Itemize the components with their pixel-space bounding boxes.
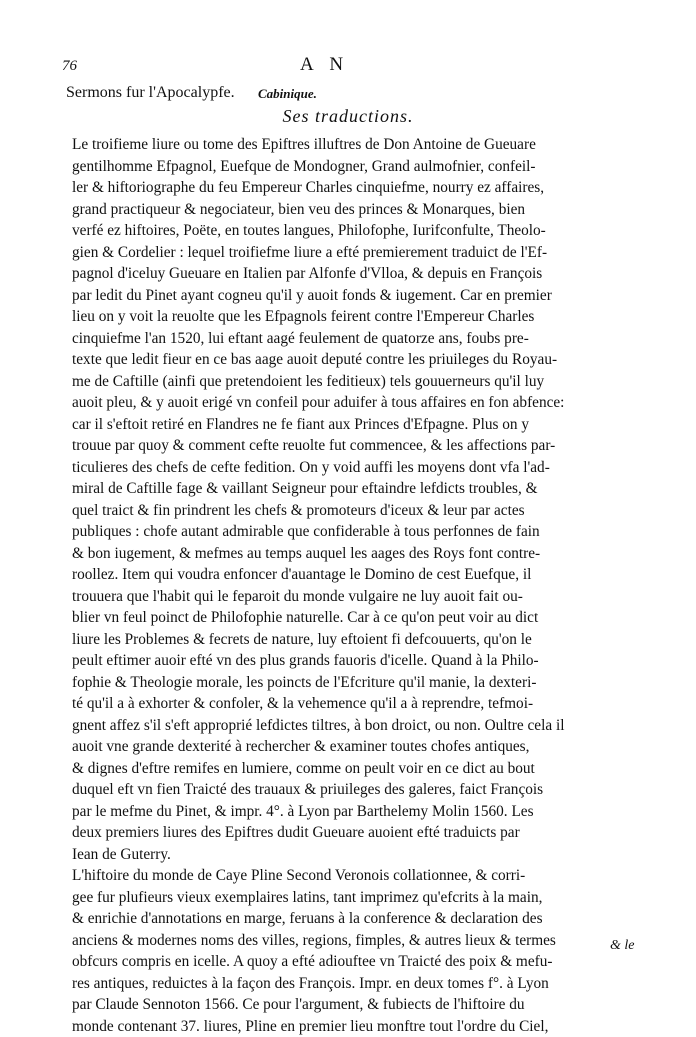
text-line: peult eftimer auoir efté vn des plus grands fauoris d'icelle. Quand à la Philo- xyxy=(72,650,602,672)
text-line: gien & Cordelier : lequel troifiefme liure a efté premierement traduict de l'Ef- xyxy=(72,242,602,264)
text-line: obfcurs compris en icelle. A quoy a efté adiouftee vn Traicté des poix & mefu- xyxy=(72,951,602,973)
text-line: grand practiqueur & negociateur, bien veu des princes & Monarques, bien xyxy=(72,199,602,221)
text-line: me de Caftille (ainfi que pretendoient les feditieux) tels gouuerneurs qu'il luy xyxy=(72,371,602,393)
text-line: auoit pleu, & y auoit erigé vn confeil pour aduifer à tous affaires en fon abfence: xyxy=(72,392,602,414)
text-line: roollez. Item qui voudra enfoncer d'auantage le Domino de cest Euefque, il xyxy=(72,564,602,586)
paragraph xyxy=(72,865,602,1037)
text-line: gee fur plufieurs vieux exemplaires latins, tant imprimez qu'efcrits à la main, xyxy=(72,887,602,909)
section-title: Ses traductions. xyxy=(0,106,696,127)
text-line: Le troifieme liure ou tome des Epiftres illuftres de Don Antoine de Gueuare xyxy=(72,134,602,156)
text-line: gnent affez s'il s'eft approprié lefdictes tiltres, à bon droict, ou non. Oultre cela il xyxy=(72,715,602,737)
catchword: & le xyxy=(610,938,635,954)
text-line: & dignes d'eftre remifes en lumiere, comme on peult voir en ce dict au bout xyxy=(72,758,602,780)
text-line: verfé ez hiftoires, Poëte, en toutes langues, Philofophe, Iurifconfulte, Theolo- xyxy=(72,220,602,242)
text-line: publiques : chofe autant admirable que confiderable à tous perfonnes de fain xyxy=(72,521,602,543)
text-line: trouuera que l'habit qui le feparoit du monde vulgaire ne luy auoit fait ou- xyxy=(72,586,602,608)
text-line: anciens & modernes noms des villes, regions, fimples, & autres lieux & termes xyxy=(72,930,602,952)
text-line: cinquiefme l'an 1520, lui eftant aagé feulement de quatorze ans, foubs pre- xyxy=(72,328,602,350)
text-line: pagnol d'iceluy Gueuare en Italien par Alfonfe d'Vlloa, & depuis en François xyxy=(72,263,602,285)
text-line: blier vn feul poinct de Philofophie naturelle. Car à ce qu'on peut voir au dict xyxy=(72,607,602,629)
text-line: ler & hiftoriographe du feu Empereur Charles cinquiefme, nourry ez affaires, xyxy=(72,177,602,199)
page-number: 76 xyxy=(62,58,77,75)
text-line: quel traict & fin prindrent les chefs & promoteurs d'iceux & leur par actes xyxy=(72,500,602,522)
running-head: A N xyxy=(300,54,349,76)
text-line: ticulieres des chefs de cefte fedition. On y void auffi les moyens dont vfa l'ad- xyxy=(72,457,602,479)
text-line: monde contenant 37. liures, Pline en premier lieu monftre tout l'ordre du Ciel, xyxy=(72,1016,602,1037)
text-line: miral de Caftille fage & vaillant Seigneur pour eftaindre lefdicts troubles, & xyxy=(72,478,602,500)
text-line: duquel eft vn fien Traicté des trauaux & priuileges des galeres, faict François xyxy=(72,779,602,801)
text-line: texte que ledit fieur en ce bas aage auoit deputé contre les priuileges du Royau- xyxy=(72,349,602,371)
text-line: & enrichie d'annotations en marge, feruans à la conference & declaration des xyxy=(72,908,602,930)
text-line: L'hiftoire du monde de Caye Pline Second Veronois collationnee, & corri- xyxy=(72,865,602,887)
text-line: lieu on y voit la reuolte que les Efpagnols feirent contre l'Empereur Charles xyxy=(72,306,602,328)
text-line: deux premiers liures des Epiftres dudit Gueuare auoient efté traduicts par xyxy=(72,822,602,844)
text-line: gentilhomme Efpagnol, Euefque de Mondogner, Grand aulmofnier, confeil- xyxy=(72,156,602,178)
text-line: Iean de Guterry. xyxy=(72,844,602,866)
text-line: té qu'il a à exhorter & confoler, & la vehemence qu'il a à reprendre, tefmoi- xyxy=(72,693,602,715)
body-text xyxy=(72,134,602,1037)
text-line: trouue par quoy & comment cefte reuolte fut commencee, & les affections par- xyxy=(72,435,602,457)
text-line: par ledit du Pinet ayant cogneu qu'il y auoit fonds & iugement. Car en premier xyxy=(72,285,602,307)
text-line: car il s'eftoit retiré en Flandres ne fe fiant aux Princes d'Efpagne. Plus on y xyxy=(72,414,602,436)
text-line: par le mefme du Pinet, & impr. 4°. à Lyon par Barthelemy Molin 1560. Les xyxy=(72,801,602,823)
running-title: Sermons fur l'Apocalypfe. xyxy=(66,84,235,102)
text-line: par Claude Sennoton 1566. Ce pour l'argument, & fubiects de l'hiftoire du xyxy=(72,994,602,1016)
text-line: & bon iugement, & mefmes au temps auquel les aages des Roys font contre- xyxy=(72,543,602,565)
paragraph xyxy=(72,134,602,865)
running-title-tag: Cabinique. xyxy=(258,86,317,102)
text-line: auoit vne grande dexterité à rechercher & examiner toutes chofes antiques, xyxy=(72,736,602,758)
page-header xyxy=(0,0,696,110)
text-line: liure les Problemes & fecrets de nature, luy eftoient fi defcouuerts, qu'on le xyxy=(72,629,602,651)
text-line: fophie & Theologie morale, les poincts de l'Efcriture qu'il manie, la dexteri- xyxy=(72,672,602,694)
text-line: res antiques, reduictes à la façon des François. Impr. en deux tomes f°. à Lyon xyxy=(72,973,602,995)
